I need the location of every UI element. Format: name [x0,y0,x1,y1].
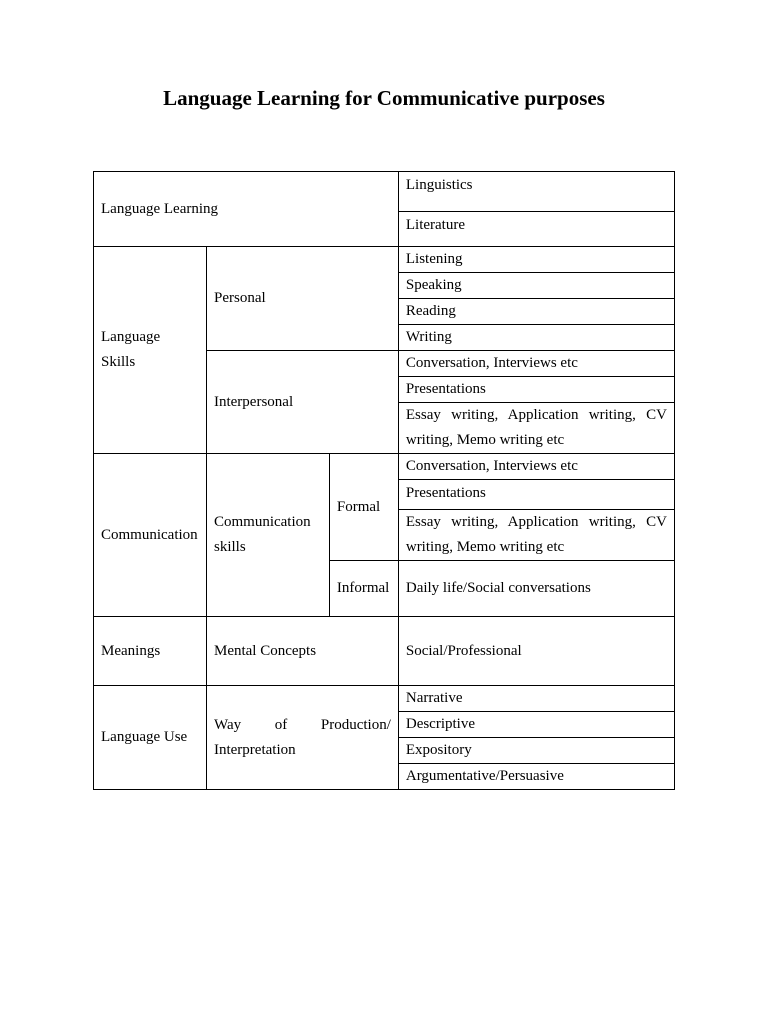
list-item: Writing [398,325,674,351]
list-item: Linguistics [398,172,674,212]
way-word: Way [213,716,242,733]
way-of-production [206,686,398,790]
list-item: Reading [398,299,674,325]
list-item: Expository [398,738,674,764]
table-row [94,617,675,686]
way-word: of [274,716,288,733]
list-item: Listening [398,247,674,273]
meanings-label: Meanings [94,617,207,686]
list-item: Conversation, Interviews etc [398,454,674,480]
mental-concepts: Mental Concepts [206,617,398,686]
table-row [94,686,675,712]
list-item: Essay writing, Application writing, CV writing, Memo writing etc [398,403,674,454]
table-row [94,454,675,480]
table-row [94,247,675,273]
list-item: Literature [398,212,674,247]
table-row [94,172,675,212]
language-skills-label [94,247,207,454]
language-learning-label: Language Learning [94,172,399,247]
communication-label: Communication [94,454,207,617]
interpersonal-label: Interpersonal [206,351,398,454]
way-of-production-line2: Interpretation [213,741,296,758]
list-item: Essay writing, Application writing, CV writing, Memo writing etc [398,510,674,561]
list-item: Presentations [398,377,674,403]
communication-skills-label: Communication skills [206,454,329,617]
way-of-production-line1 [214,713,391,738]
language-use-label: Language Use [94,686,207,790]
way-word: Production/ [320,716,391,733]
list-item: Speaking [398,273,674,299]
meanings-value: Social/Professional [398,617,674,686]
language-skills-label-line1: Language [101,329,161,345]
communication-table [93,171,675,790]
personal-label: Personal [206,247,398,351]
list-item: Narrative [398,686,674,712]
list-item: Presentations [398,480,674,510]
informal-label: Informal [329,561,398,617]
list-item: Conversation, Interviews etc [398,351,674,377]
page-title: Language Learning for Communicative purposes [163,86,605,110]
formal-label: Formal [329,454,398,561]
list-item: Descriptive [398,712,674,738]
list-item: Daily life/Social conversations [398,561,674,617]
language-skills-label-line2: Skills [101,354,136,370]
list-item: Argumentative/Persuasive [398,764,674,790]
